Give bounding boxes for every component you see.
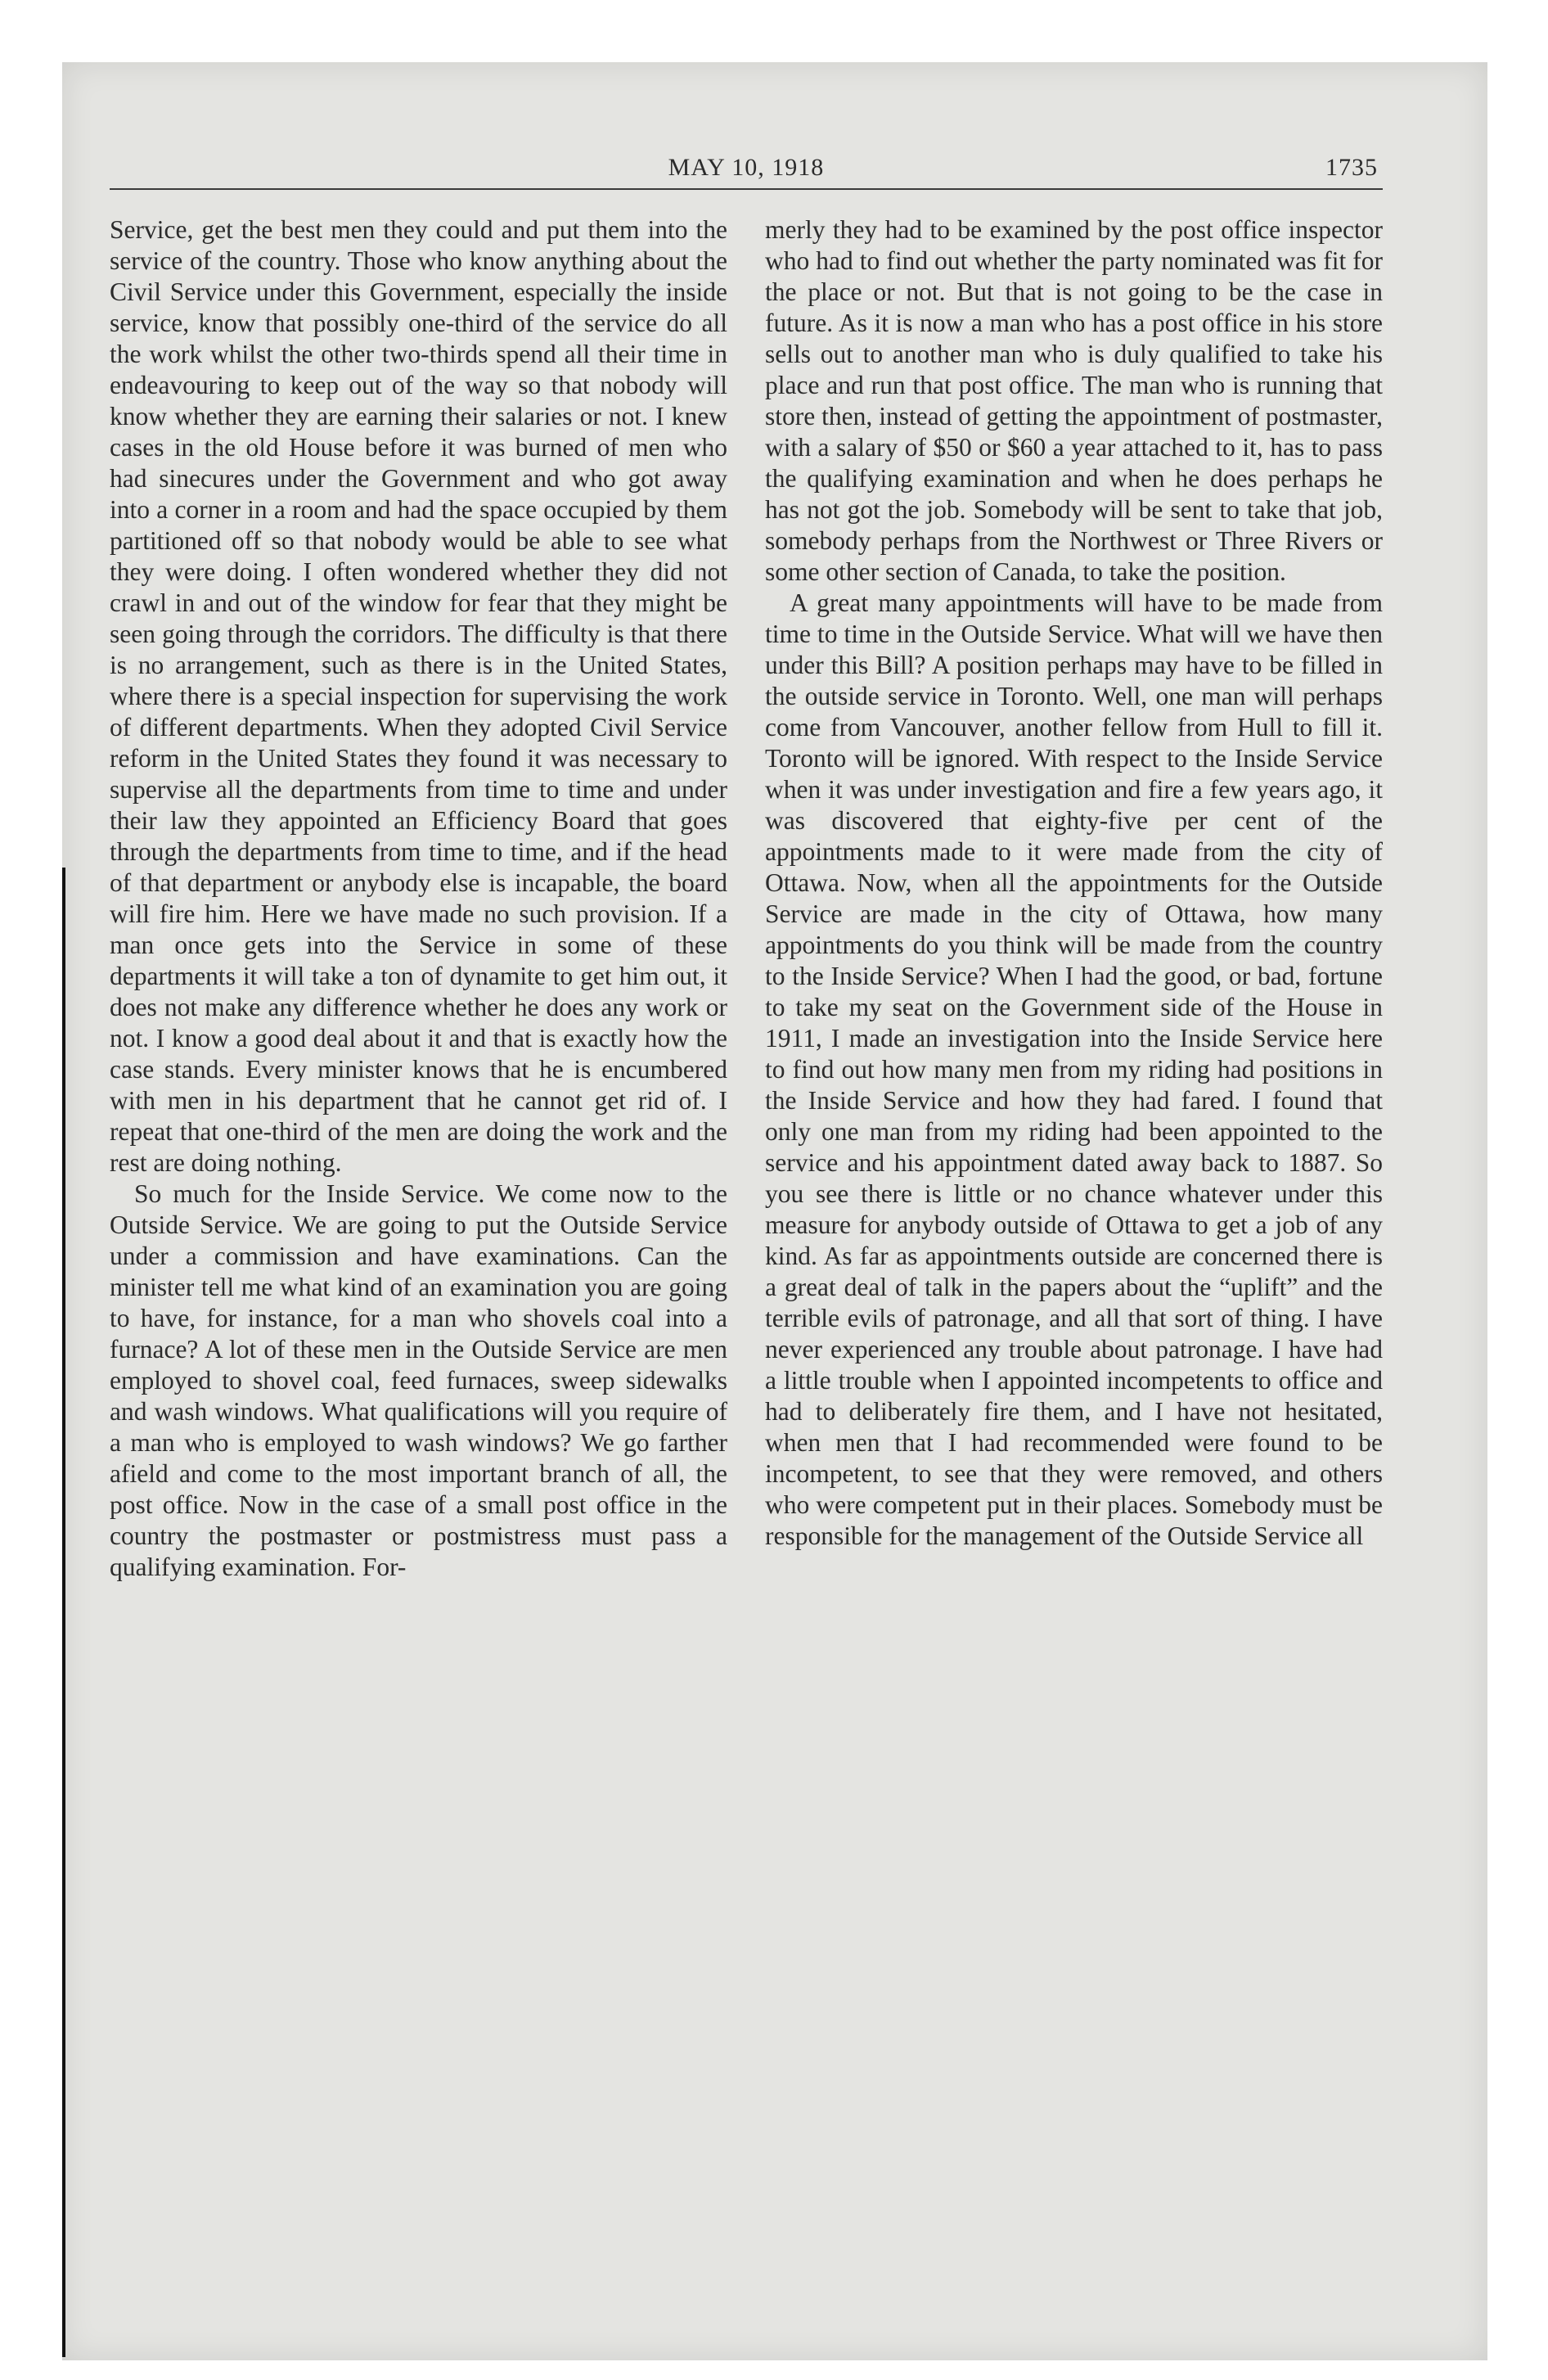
binding-edge bbox=[62, 868, 65, 2357]
paragraph: merly they had to be examined by the post office inspector who had to find out whether the party nominated was fit for the place or not. But that is not going to be the case in future. As it is now a man who has a post office in his store sells out to another man who is duly qualified to take his place and run that post office. The man who is running that store then, instead of getting the appointment of postmaster, with a salary of $50 or $60 a year attached to it, has to pass the qualifying examination and when he does perhaps he has not got the job. Somebody will be sent to take that job, somebody perhaps from the Northwest or Three Rivers or some other section of Canada, to take the position. bbox=[765, 215, 1383, 586]
paragraph: A great many appointments will have to be made from time to time in the Outside Service. What will we have then under this Bill? A position perhaps may have to be filled in the outside service in Toronto. Well, one man will perhaps come from Vancouver, another fellow from Hull to fill it. Toronto will be ignored. With respect to the Inside Service when it was under investigation and fire a few years ago, it was discovered that eighty-five per cent of the appointments made to it were made from the city of Ottawa. Now, when all the appointments for the Outside Service are made in the city of Ottawa, how many appointments do you think will be made from the country to the Inside Service? When I had the good, or bad, fortune to take my seat on the Government side of the House in 1911, I made an investigation into the Inside Service here to find out how many men from my riding had positions in the Inside Service and how they had fared. I found that only one man from my riding had been appointed to the service and his appointment dated away back to 1887. So you see there is little or no chance whatever under this measure for anybody outside of Ottawa to get a job of any kind. As far as appointments outside are concerned there is a great deal of talk in the papers about the “uplift” and the terrible evils of patronage, and all that sort of thing. I have never experienced any trouble about patronage. I have had a little trouble when I appointed incompetents to office and had to deliberately fire them, and I have not hesitated, when men that I had recommended were found to be incompetent, to see that they were removed, and others who were competent put in their places. Somebody must be responsible for the management of the Outside Service all bbox=[765, 588, 1383, 1550]
running-header bbox=[110, 139, 1383, 190]
page-number: 1735 bbox=[1325, 154, 1378, 181]
left-column bbox=[110, 214, 727, 1583]
text-columns bbox=[110, 214, 1383, 1583]
right-column bbox=[765, 214, 1383, 1583]
hansard-page bbox=[110, 139, 1383, 2300]
paragraph: So much for the Inside Service. We come now to the Outside Service. We are going to put the Outside Service under a commission and have examinations. Can the minister tell me what kind of an examination you are going to have, for instance, for a man who shovels coal into a furnace? A lot of these men in the Outside Service are men employed to shovel coal, feed furnaces, sweep sidewalks and wash windows. What qualifications will you require of a man who is employed to wash windows? We go farther afield and come to the most important branch of all, the post office. Now in the case of a small post office in the country the postmaster or postmistress must pass a qualifying examination. For- bbox=[110, 1179, 727, 1581]
header-date: MAY 10, 1918 bbox=[668, 154, 825, 181]
paragraph: Service, get the best men they could and put them into the service of the country. Those who know anything about the Civil Service under this Government, especially the inside service, know that possibly one-third of the service do all the work whilst the other two-thirds spend all their time in endeavouring to keep out of the way so that nobody will know whether they are earning their salaries or not. I knew cases in the old House before it was burned of men who had sinecures under the Government and who got away into a corner in a room and had the space occupied by them partitioned off so that nobody would be able to see what they were doing. I often wondered whether they did not crawl in and out of the window for fear that they might be seen going through the corridors. The difficulty is that there is no arrangement, such as there is in the United States, where there is a special inspection for supervising the work of different departments. When they adopted Civil Service reform in the United States they found it was necessary to supervise all the departments from time to time and under their law they appointed an Efficiency Board that goes through the departments from time to time, and if the head of that department or anybody else is incapable, the board will fire him. Here we have made no such provision. If a man once gets into the Service in some of these departments it will take a ton of dynamite to get him out, it does not make any difference whether he does any work or not. I know a good deal about it and that is exactly how the case stands. Every minister knows that he is encumbered with men in his department that he cannot get rid of. I repeat that one-third of the men are doing the work and the rest are doing nothing. bbox=[110, 215, 727, 1177]
